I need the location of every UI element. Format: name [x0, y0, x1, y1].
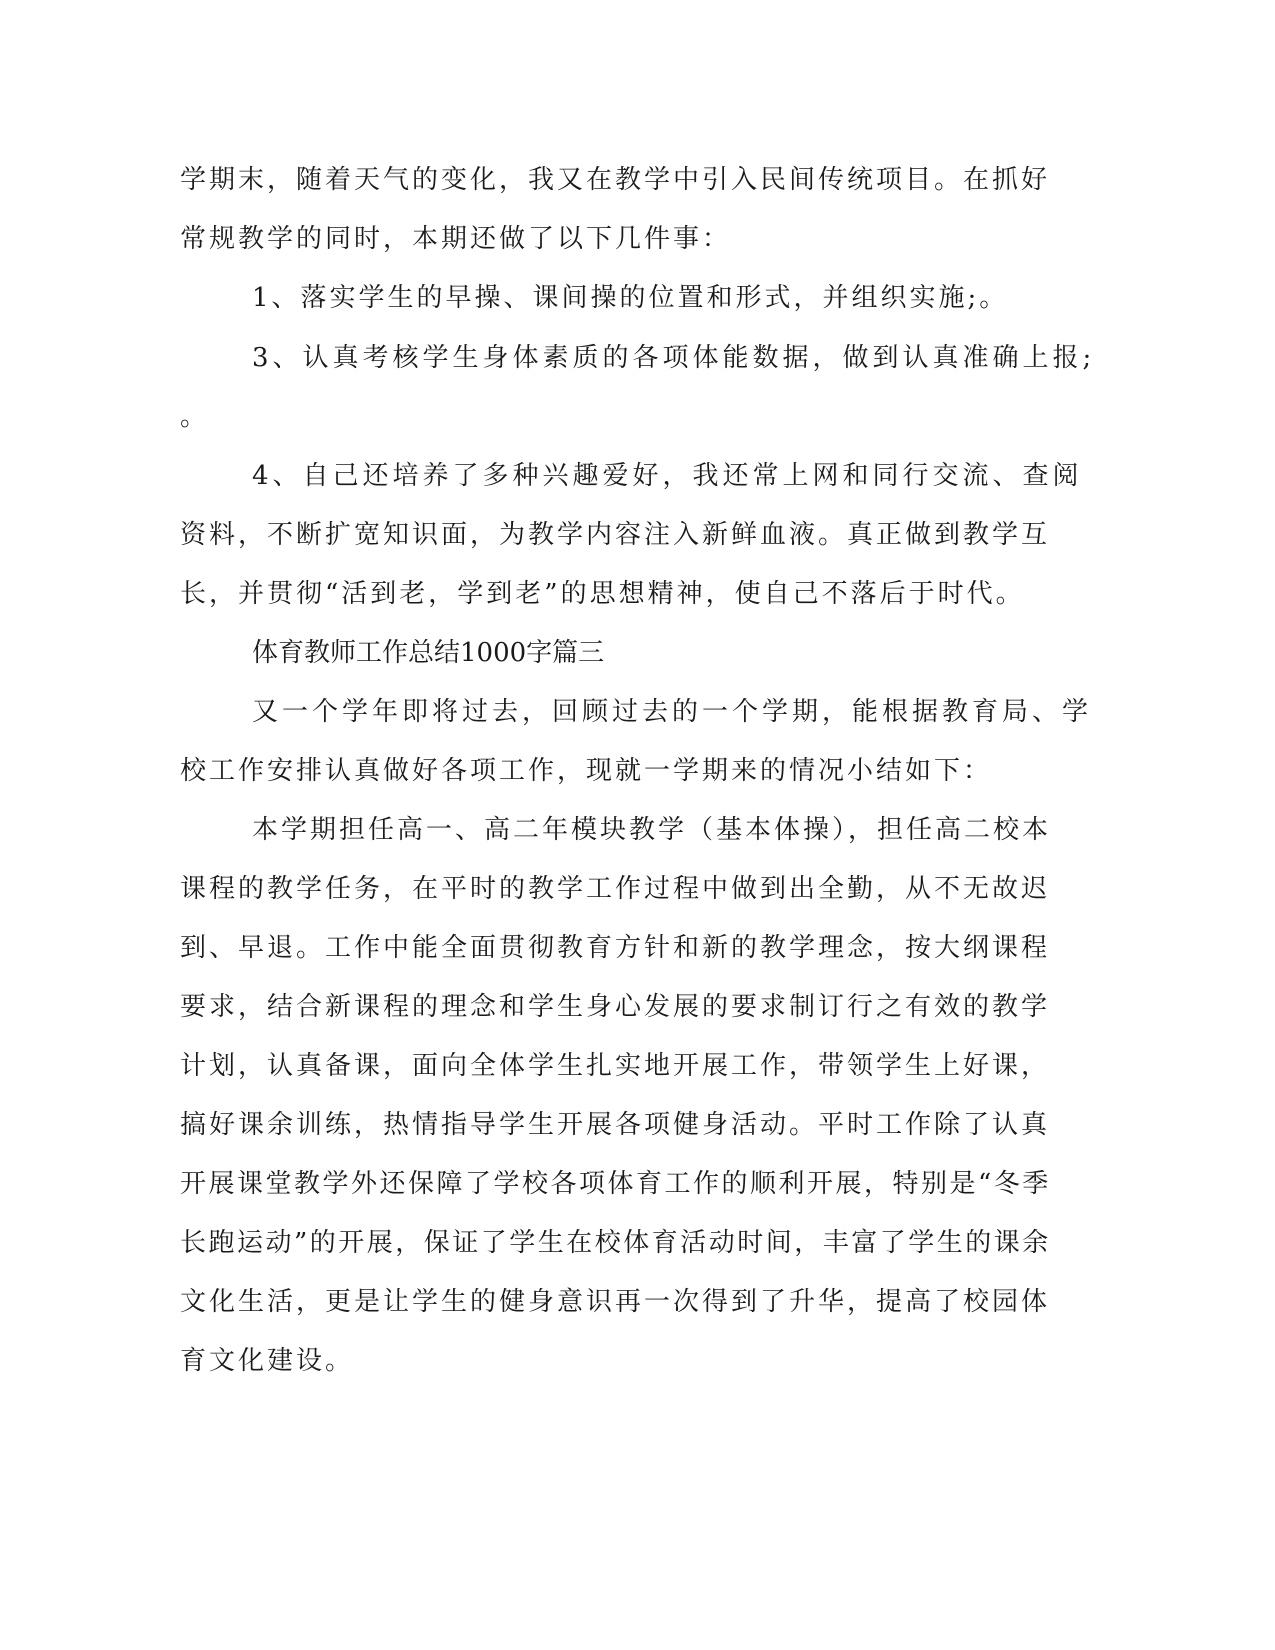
paragraph-line: 计划，认真备课，面向全体学生扎实地开展工作，带领学生上好课，	[180, 1051, 1051, 1081]
paragraph-line: 要求，结合新课程的理念和学生身心发展的要求制订行之有效的教学	[180, 992, 1051, 1022]
paragraph-line: 。	[180, 402, 207, 432]
paragraph-line: 搞好课余训练，热情指导学生开展各项健身活动。平时工作除了认真	[180, 1110, 1051, 1140]
paragraph-line: 到、早退。工作中能全面贯彻教育方针和新的教学理念，按大纲课程	[180, 933, 1051, 963]
paragraph-line: 文化生活，更是让学生的健身意识再一次得到了升华，提高了校园体	[180, 1287, 1051, 1317]
list-item: 1、落实学生的早操、课间操的位置和形式，并组织实施;。	[252, 283, 1009, 313]
paragraph-line: 长，并贯彻“活到老，学到老”的思想精神，使自己不落后于时代。	[180, 579, 1025, 609]
section-heading: 体育教师工作总结1000字篇三	[252, 638, 605, 668]
list-item: 3、认真考核学生身体素质的各项体能数据，做到认真准确上报;	[252, 343, 1096, 373]
paragraph-line: 又一个学年即将过去，回顾过去的一个学期，能根据教育局、学	[252, 697, 1093, 727]
paragraph-line: 资料，不断扩宽知识面，为教学内容注入新鲜血液。真正做到教学互	[180, 520, 1051, 550]
paragraph-line: 校工作安排认真做好各项工作，现就一学期来的情况小结如下：	[180, 756, 993, 786]
paragraph-line: 常规教学的同时，本期还做了以下几件事：	[180, 224, 732, 254]
paragraph-line: 本学期担任高一、高二年模块教学（基本体操），担任高二校本	[252, 815, 1052, 845]
list-item: 4、自己还培养了多种兴趣爱好，我还常上网和同行交流、查阅	[252, 461, 1083, 491]
paragraph-line: 育文化建设。	[180, 1346, 355, 1376]
paragraph-line: 学期末，随着天气的变化，我又在教学中引入民间传统项目。在抓好	[180, 165, 1051, 195]
paragraph-line: 开展课堂教学外还保障了学校各项体育工作的顺利开展，特别是“冬季	[180, 1169, 1051, 1199]
paragraph-line: 长跑运动”的开展，保证了学生在校体育活动时间，丰富了学生的课余	[180, 1228, 1051, 1258]
paragraph-line: 课程的教学任务，在平时的教学工作过程中做到出全勤，从不无故迟	[180, 874, 1051, 904]
